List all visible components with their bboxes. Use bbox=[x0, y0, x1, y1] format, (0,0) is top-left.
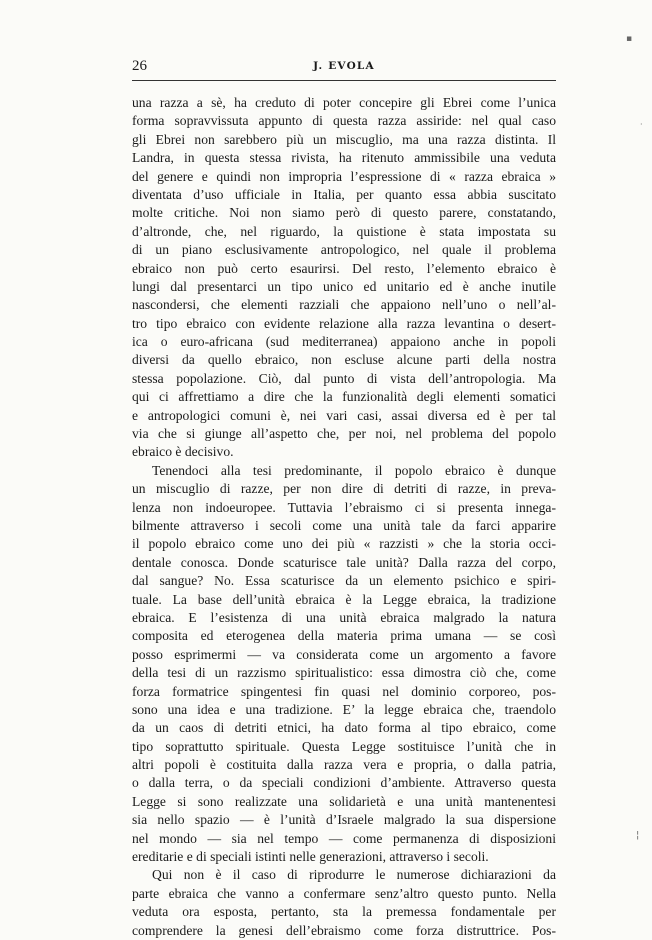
text-line: ica o euro-africana (sud mediterranea) appaiono anche in popoli bbox=[132, 334, 556, 350]
text-line: d’altronde, che, nel riguardo, la quistione è stata impostata su bbox=[132, 223, 556, 239]
text-line: molte critiche. Noi non siamo però di questo parere, constatando, bbox=[132, 205, 556, 221]
text-line: diventata d’uso ufficiale in Italia, per quanto essa abbia suscitato bbox=[132, 186, 556, 202]
body-text bbox=[132, 94, 556, 940]
text-line: veduta ora esposta, pertanto, sta la premessa fondamentale per bbox=[132, 904, 556, 920]
text-line: ebraica. E l’esistenza di una unità ebraica malgrado la natura bbox=[132, 609, 556, 625]
text-line: sia nello spazio — è l’unità d’Israele malgrado la sua dispersione bbox=[132, 812, 556, 828]
page-header bbox=[132, 56, 556, 78]
text-line: Legge si sono realizzate una solidarietà e una unità mantenentesi bbox=[132, 793, 556, 809]
text-line: o dalla terra, o da speciali condizioni d’ambiente. Attraverso questa bbox=[132, 775, 556, 791]
text-line: sono una idea e una tradizione. E’ la legge ebraica che, traendolo bbox=[132, 701, 556, 717]
text-line: diversi da quello ebraico, non escluse alcune parti della nostra bbox=[132, 352, 556, 368]
text-line: composita ed eterogenea della materia prima umana — se così bbox=[132, 628, 556, 644]
text-line: dentale conosca. Donde scaturisce tale unità? Dalla razza del corpo, bbox=[132, 554, 556, 570]
text-line: nascondersi, che elementi razziali che appaiono nell’uno o nell’al- bbox=[132, 297, 556, 313]
text-line: del genere e quindi non impropria l’espressione di « razza ebraica » bbox=[132, 168, 556, 184]
page-number: 26 bbox=[132, 58, 147, 74]
text-line: da un caos di detriti etnici, ha dato forma al tipo ebraico, come bbox=[132, 720, 556, 736]
text-line: bilmente attraverso i secoli come una unità tale da farci apparire bbox=[132, 517, 556, 533]
text-line: via che si giunge all’aspetto che, per noi, nel problema del popolo bbox=[132, 426, 556, 442]
text-line: ereditarie e di speciali istinti nelle generazioni, attraverso i secoli. bbox=[132, 849, 489, 865]
text-line: qui ci affrettiamo a dire che la funzionalità degli elementi somatici bbox=[132, 389, 556, 405]
text-line: ebraico non può certo esaurirsi. Del resto, l’elemento ebraico è bbox=[132, 260, 556, 276]
text-line: e antropologici comuni è, nei vari casi, assai diversa ed è per tal bbox=[132, 407, 556, 423]
text-line: tro tipo ebraico con evidente relazione alla razza levantina o desert- bbox=[132, 315, 556, 331]
scan-mark: ¦ bbox=[636, 830, 640, 841]
text-line: forza formatrice spingentesi fin quasi nel dominio corporeo, pos- bbox=[132, 683, 556, 699]
text-line: posso esprimermi — va considerata come un argomento a favore bbox=[132, 646, 556, 662]
text-line: stessa popolazione. Ciò, dal punto di vista dell’antropologia. Ma bbox=[132, 370, 556, 386]
text-line: altri popoli è costituita dalla razza vera e propria, o dalla patria, bbox=[132, 757, 556, 773]
scan-mark: · bbox=[640, 120, 643, 129]
text-line: parte ebraica che vanno a confermare senz’altro questo punto. Nella bbox=[132, 885, 556, 901]
text-line: un miscuglio di razze, per non dire di detriti di razze, in preva- bbox=[132, 481, 556, 497]
text-line: comprendere la genesi dell’ebraismo come forza distruttrice. Pos- bbox=[132, 922, 556, 938]
text-line: Qui non è il caso di riprodurre le numerose dichiarazioni da bbox=[152, 867, 556, 883]
text-line: di un piano esclusivamente antropologico, nel quale il problema bbox=[132, 242, 556, 258]
text-line: tipo soprattutto spirituale. Questa Legge sostituisce l’unità che in bbox=[132, 738, 556, 754]
text-line: gli Ebrei non sarebbero più un miscuglio, ma una razza distinta. Il bbox=[132, 131, 556, 147]
header-rule bbox=[132, 80, 556, 81]
text-line: il popolo ebraico come uno dei più « razzisti » che la storia occi- bbox=[132, 536, 556, 552]
text-line: nel mondo — sia nel tempo — come permanenza di disposizioni bbox=[132, 830, 556, 846]
text-line: dal sangue? No. Essa scaturisce da un elemento psichico e spiri- bbox=[132, 573, 556, 589]
scan-mark: ▪ bbox=[626, 34, 633, 44]
text-line: lenza non indoeuropee. Tuttavia l’ebraismo ci si presenta innega- bbox=[132, 499, 556, 515]
text-line: Landra, in questa stessa rivista, ha ritenuto ammissibile una veduta bbox=[132, 150, 556, 166]
text-line: una razza a sè, ha creduto di poter concepire gli Ebrei come l’unica bbox=[132, 95, 556, 110]
text-line: lungi dal presentarci un tipo unico ed unitario ed è anche inutile bbox=[132, 278, 556, 294]
text-line: della tesi di un razzismo spiritualistico: essa dimostra ciò che, come bbox=[132, 665, 556, 681]
text-line: tuale. La base dell’unità ebraica è la Legge ebraica, la tradizione bbox=[132, 591, 556, 607]
text-line: forma sopravvissuta appunto di questa razza assiride: nel qual caso bbox=[132, 113, 556, 129]
running-title: J. EVOLA bbox=[313, 60, 375, 72]
text-line: Tenendoci alla tesi predominante, il popolo ebraico è dunque bbox=[152, 462, 556, 478]
text-line: ebraico è decisivo. bbox=[132, 444, 234, 460]
